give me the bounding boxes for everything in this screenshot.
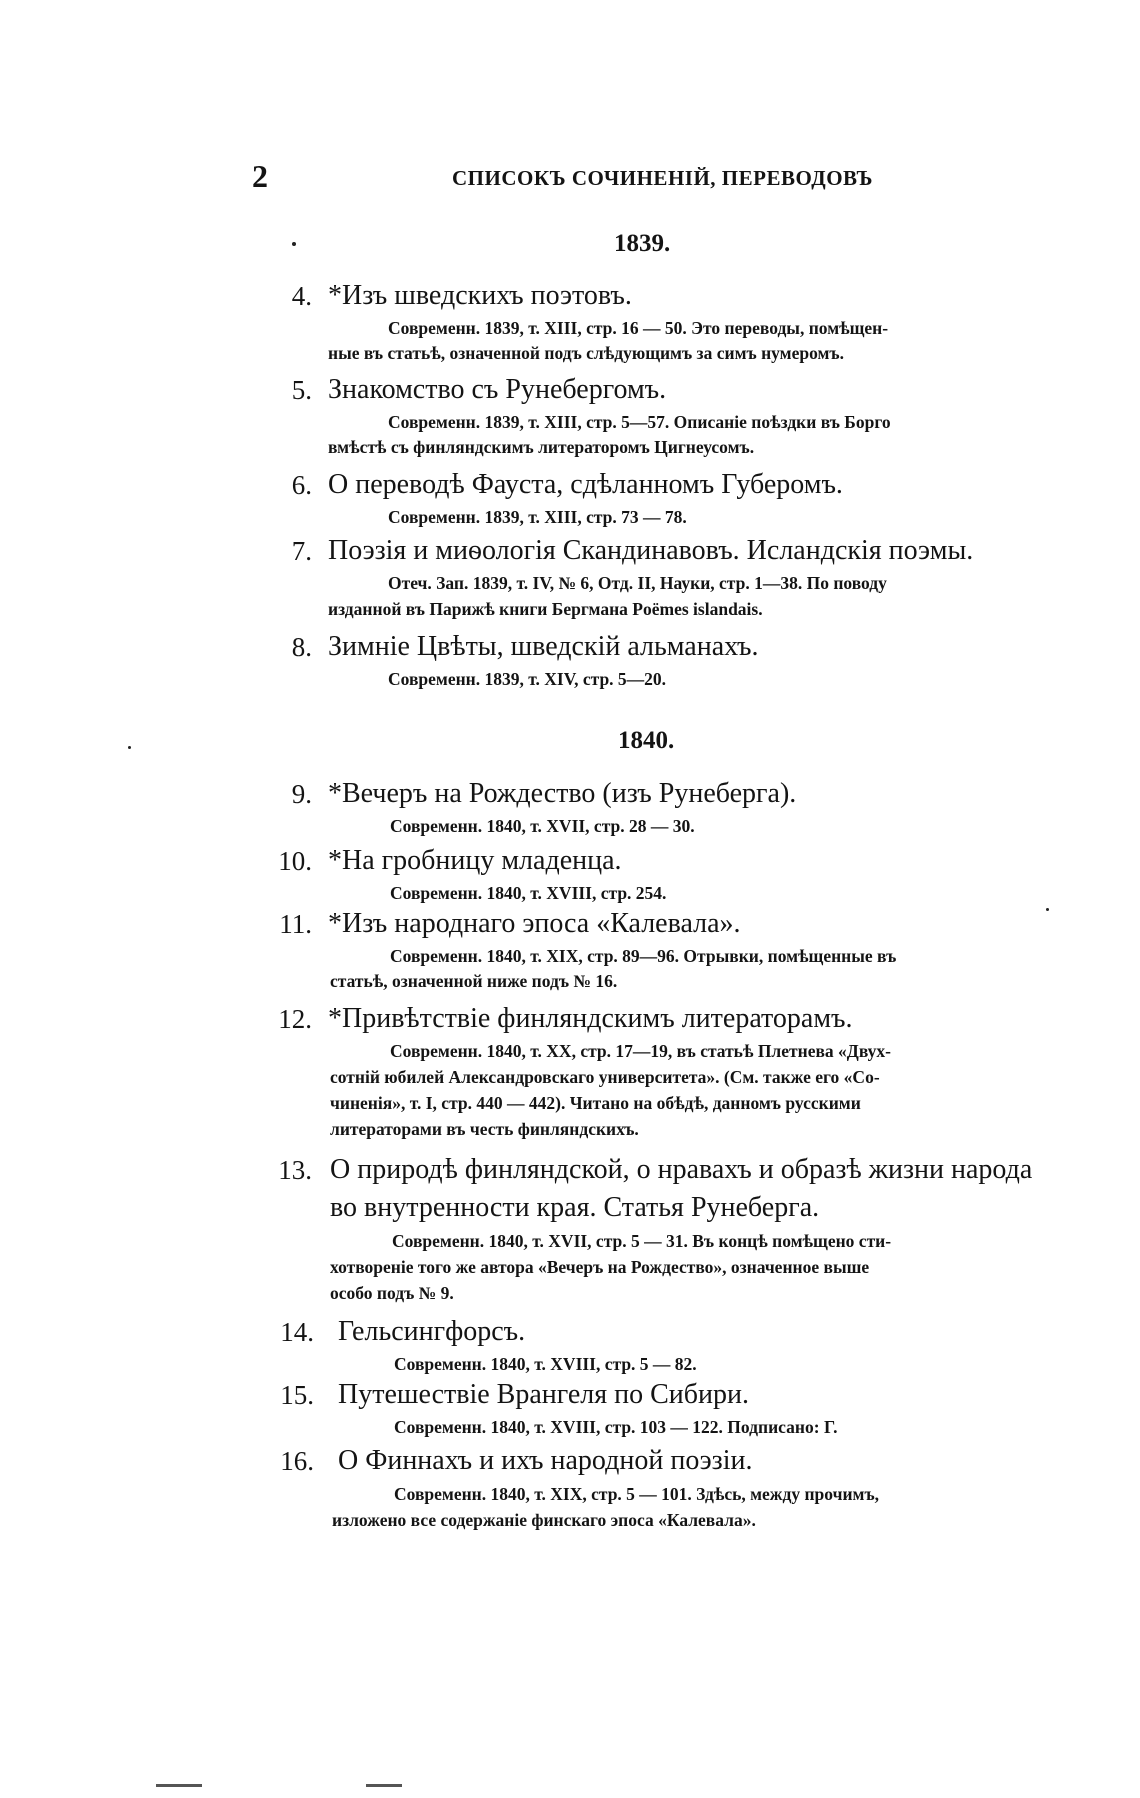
- entry-title: *Вечеръ на Рождество (изъ Рунеберга).: [328, 778, 797, 809]
- entry-number: 7.: [291, 536, 312, 566]
- year-label: 1839.: [614, 230, 671, 257]
- entry-note: статьѣ, означенной ниже подъ № 16.: [330, 971, 618, 991]
- entry-title: О переводѣ Фауста, сдѣланномъ Губеромъ.: [328, 469, 843, 500]
- entry-number: 8.: [291, 632, 312, 662]
- entry-note: литераторами въ честь финляндскихъ.: [330, 1119, 639, 1139]
- entry-number: 6.: [291, 470, 312, 500]
- print-speck: [128, 746, 131, 749]
- entry-title: О природѣ финляндской, о нравахъ и образѣ жизни народа: [330, 1154, 1033, 1185]
- entry-title: Знакомство съ Рунебергомъ.: [328, 374, 667, 405]
- entry-note: Современн. 1840, т. XIX, стр. 5 — 101. Здѣсь, между прочимъ,: [394, 1484, 880, 1504]
- entry-title: Путешествіе Врангеля по Сибири.: [338, 1379, 750, 1410]
- entry-number: 5.: [291, 375, 312, 405]
- entry-note: Современн. 1840, т. XVIII, стр. 254.: [390, 883, 667, 903]
- entry-note: Современн. 1840, т. XVII, стр. 5 — 31. Въ концѣ помѣщено сти-: [392, 1231, 892, 1251]
- entry-title: *Изъ народнаго эпоса «Калевала».: [328, 908, 741, 939]
- entry-number: 9.: [291, 779, 312, 809]
- entry-title: Гельсингфорсъ.: [338, 1316, 526, 1347]
- entry-note: хотвореніе того же автора «Вечеръ на Рождество», означенное выше: [330, 1257, 870, 1277]
- entry-number: 10.: [278, 846, 312, 876]
- entry-note: Современн. 1840, т. XX, стр. 17—19, въ статьѣ Плетнева «Двух-: [390, 1041, 892, 1061]
- page-number: 2: [252, 158, 268, 194]
- entry-note: сотній юбилей Александровскаго университета». (См. также его «Со-: [330, 1067, 880, 1087]
- entry-title: *Изъ шведскихъ поэтовъ.: [328, 280, 632, 311]
- entry-title: Зимніе Цвѣты, шведскій альманахъ.: [328, 631, 759, 662]
- bottom-edge-mark: [366, 1784, 402, 1787]
- entry-title: О Финнахъ и ихъ народной поэзіи.: [338, 1445, 753, 1476]
- entry-number: 15.: [280, 1380, 314, 1410]
- entry-title: *Привѣтствіе финляндскимъ литераторамъ.: [328, 1003, 853, 1034]
- entry-note: Отеч. Зап. 1839, т. IV, № 6, Отд. II, Науки, стр. 1—38. По поводу: [388, 573, 887, 593]
- entry-note: изложено все содержаніе финскаго эпоса «Калевала».: [332, 1510, 756, 1530]
- entry-title: *На гробницу младенца.: [328, 845, 622, 876]
- print-speck: [292, 242, 296, 246]
- print-speck: [1046, 908, 1049, 911]
- bottom-edge-mark: [156, 1784, 202, 1787]
- entry-title-continued: во внутренности края. Статья Рунеберга.: [330, 1192, 820, 1223]
- entry-number: 16.: [280, 1446, 314, 1476]
- entry-number: 12.: [278, 1004, 312, 1034]
- entry-number: 4.: [291, 281, 312, 311]
- entry-note: Современн. 1839, т. XIII, стр. 5—57. Описаніе поѣздки въ Борго: [388, 412, 891, 432]
- entry-note: Современн. 1840, т. XVIII, стр. 103 — 122. Подписано: Г.: [394, 1417, 838, 1437]
- entry-note: ные въ статьѣ, означенной подъ слѣдующимъ за симъ нумеромъ.: [328, 343, 845, 363]
- entry-title: Поэзія и миѳологія Скандинавовъ. Исландскія поэмы.: [328, 535, 974, 566]
- entry-number: 11.: [279, 909, 312, 939]
- entry-note: вмѣстѣ съ финляндскимъ литераторомъ Цигнеусомъ.: [328, 437, 755, 457]
- entry-note: особо подъ № 9.: [330, 1283, 454, 1303]
- entry-note: изданной въ Парижѣ книги Бергмана Poëmes islandais.: [328, 599, 763, 619]
- entry-note: Современн. 1839, т. XIII, стр. 16 — 50. Это переводы, помѣщен-: [388, 318, 889, 338]
- entry-note: Современн. 1840, т. XVII, стр. 28 — 30.: [390, 816, 695, 836]
- entry-note: Современн. 1840, т. XIX, стр. 89—96. Отрывки, помѣщенные въ: [390, 946, 897, 966]
- entry-note: Современн. 1839, т. XIII, стр. 73 — 78.: [388, 507, 687, 527]
- entry-number: 13.: [278, 1155, 312, 1185]
- entry-number: 14.: [280, 1317, 314, 1347]
- entry-note: Современн. 1840, т. XVIII, стр. 5 — 82.: [394, 1354, 697, 1374]
- entry-note: чиненія», т. I, стр. 440 — 442). Читано на обѣдѣ, данномъ русскими: [330, 1093, 861, 1113]
- entry-note: Современн. 1839, т. XIV, стр. 5—20.: [388, 669, 667, 689]
- year-label: 1840.: [618, 727, 675, 754]
- running-title: СПИСОКЪ СОЧИНЕНІЙ, ПЕРЕВОДОВЪ: [452, 166, 873, 190]
